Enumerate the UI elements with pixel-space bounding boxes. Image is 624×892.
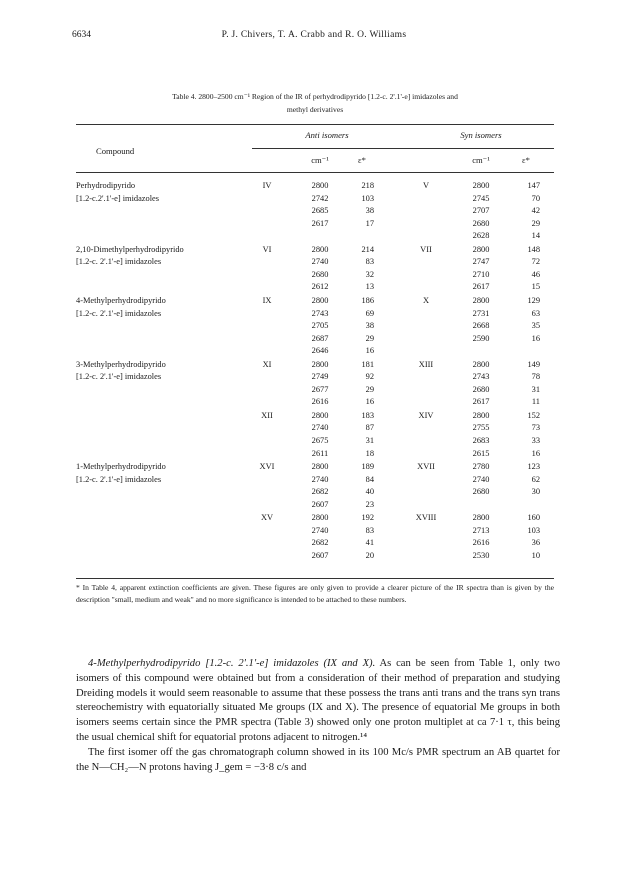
syn-wavenumber: 2707 (472, 206, 490, 216)
anti-extinction: 23 (365, 499, 374, 509)
header-syn: Syn isomers (460, 130, 502, 140)
anti-extinction: 40 (365, 487, 374, 497)
table-caption (76, 90, 554, 116)
anti-extinction: 31 (365, 436, 374, 445)
paragraph-1-text: As can be seen from Table 1, only two isomers of this compound were obtained but from a consideration of their method of preparation and studying Dreiding models it would seem reasonable to assume that these possess the trans anti trans and the trans syn trans stereochemistry with equatorially situated Me groups (IX and X). The presence of equatorial Me groups in both isomers seems certain since the PMR spectra (Table 3) showed only one proton multiplet at ca 7·1 τ, this being the usual chemical shift for equatorial protons adjacent to nitrogen.¹⁴ (76, 658, 560, 743)
authors-line: P. J. Chivers, T. A. Crabb and R. O. Williams (221, 30, 407, 40)
compound-name-ring: [1.2-c. 2'.1'-e] imidazoles (76, 308, 162, 318)
body-text (76, 657, 560, 775)
anti-wavenumber: 2646 (311, 346, 329, 356)
syn-extinction: 78 (531, 372, 540, 382)
syn-wavenumber: 2743 (472, 372, 490, 382)
header-syn-eps: ε* (522, 155, 530, 165)
anti-isomer-id: XV (260, 513, 274, 523)
anti-extinction: 84 (365, 474, 374, 484)
anti-extinction: 69 (365, 308, 374, 318)
syn-isomer-id: XIII (418, 359, 434, 369)
anti-wavenumber: 2705 (311, 321, 329, 331)
anti-isomer-id: VI (262, 244, 272, 254)
anti-wavenumber: 2685 (311, 206, 329, 216)
header-compound: Compound (96, 146, 135, 156)
anti-wavenumber: 2682 (311, 487, 329, 497)
syn-extinction: 36 (531, 538, 540, 548)
syn-extinction: 14 (531, 231, 540, 241)
anti-extinction: 103 (361, 193, 374, 203)
anti-isomer-id: IX (262, 295, 272, 305)
anti-wavenumber: 2680 (311, 269, 329, 279)
anti-wavenumber: 2740 (311, 257, 329, 267)
header-mid-rule (252, 148, 554, 149)
compound-name-ring: [1.2-c.2'.1'-e] imidazoles (76, 193, 160, 203)
anti-isomer-id: IV (262, 181, 272, 190)
syn-wavenumber: 2616 (472, 538, 490, 548)
anti-wavenumber: 2675 (311, 436, 329, 445)
anti-extinction: 192 (361, 513, 374, 523)
syn-extinction: 148 (527, 244, 540, 254)
anti-wavenumber: 2617 (311, 218, 329, 228)
syn-extinction: 31 (531, 384, 540, 394)
anti-extinction: 92 (365, 372, 374, 382)
compound-name: 2,10-Dimethylperhydrodipyrido (76, 244, 184, 254)
syn-wavenumber: 2628 (472, 231, 490, 241)
syn-wavenumber: 2745 (472, 193, 490, 203)
anti-extinction: 83 (365, 525, 374, 535)
anti-wavenumber: 2607 (311, 499, 329, 509)
anti-extinction: 87 (365, 423, 374, 433)
syn-wavenumber: 2800 (472, 181, 490, 190)
syn-extinction: 73 (531, 423, 540, 433)
header-anti-cm: cm⁻¹ (311, 155, 329, 165)
anti-wavenumber: 2800 (311, 244, 329, 254)
compound-name: 3-Methylperhydrodipyrido (76, 359, 166, 369)
syn-wavenumber: 2731 (472, 308, 490, 318)
anti-wavenumber: 2800 (311, 359, 329, 369)
anti-wavenumber: 2682 (311, 538, 329, 548)
syn-wavenumber: 2710 (472, 269, 490, 279)
syn-wavenumber: 2680 (472, 487, 490, 497)
syn-isomer-id: VII (420, 244, 432, 254)
syn-extinction: 30 (531, 487, 540, 497)
anti-extinction: 41 (365, 538, 374, 548)
syn-wavenumber: 2530 (472, 550, 490, 560)
syn-isomer-id: XIV (418, 410, 434, 420)
syn-wavenumber: 2683 (472, 436, 490, 445)
anti-extinction: 18 (365, 448, 374, 458)
page-number: 6634 (72, 30, 91, 40)
anti-extinction: 16 (365, 346, 374, 356)
anti-extinction: 218 (361, 181, 374, 190)
syn-extinction: 10 (531, 550, 540, 560)
anti-wavenumber: 2687 (311, 333, 329, 343)
anti-extinction: 38 (365, 321, 374, 331)
anti-isomer-id: XI (262, 359, 272, 369)
caption-line-2: methyl derivatives (286, 105, 344, 114)
syn-extinction: 152 (527, 410, 540, 420)
syn-wavenumber: 2800 (472, 295, 490, 305)
syn-wavenumber: 2755 (472, 423, 490, 433)
syn-wavenumber: 2800 (472, 513, 490, 523)
anti-extinction: 29 (365, 333, 374, 343)
anti-extinction: 16 (365, 397, 374, 407)
syn-extinction: 63 (531, 308, 540, 318)
anti-wavenumber: 2612 (311, 282, 329, 292)
syn-wavenumber: 2590 (472, 333, 490, 343)
syn-extinction: 123 (527, 462, 540, 472)
anti-wavenumber: 2740 (311, 525, 329, 535)
syn-extinction: 103 (527, 525, 540, 535)
syn-extinction: 29 (531, 218, 540, 228)
syn-extinction: 147 (527, 181, 540, 190)
header-anti: Anti isomers (305, 130, 349, 140)
anti-extinction: 186 (361, 295, 374, 305)
compound-name-ring: [1.2-c. 2'.1'-e] imidazoles (76, 257, 162, 267)
syn-wavenumber: 2680 (472, 384, 490, 394)
anti-extinction: 20 (365, 550, 374, 560)
header-bottom-rule (76, 172, 554, 173)
paragraph-1 (76, 657, 560, 746)
syn-extinction: 149 (527, 359, 540, 369)
anti-wavenumber: 2800 (311, 181, 329, 190)
anti-wavenumber: 2677 (311, 384, 329, 394)
syn-extinction: 15 (531, 282, 540, 292)
anti-extinction: 29 (365, 384, 374, 394)
anti-wavenumber: 2742 (311, 193, 329, 203)
anti-wavenumber: 2740 (311, 423, 329, 433)
caption-line-1: Table 4. 2800–2500 cm⁻¹ Region of the IR of perhydrodipyrido [1.2-c. 2'.1'-e] imidazoles and (172, 92, 458, 101)
anti-extinction: 183 (361, 410, 374, 420)
syn-wavenumber: 2800 (472, 244, 490, 254)
anti-extinction: 181 (361, 359, 374, 369)
anti-extinction: 214 (361, 244, 374, 254)
table-top-rule (76, 124, 554, 125)
syn-wavenumber: 2713 (472, 525, 490, 535)
syn-extinction: 16 (531, 333, 540, 343)
anti-wavenumber: 2611 (311, 448, 329, 458)
syn-isomer-id: XVII (417, 462, 435, 472)
syn-wavenumber: 2747 (472, 257, 490, 267)
syn-extinction: 62 (531, 474, 540, 484)
compound-name-ring: [1.2-c. 2'.1'-e] imidazoles (76, 372, 162, 382)
syn-isomer-id: V (422, 181, 430, 190)
syn-extinction: 72 (531, 257, 540, 267)
anti-extinction: 38 (365, 206, 374, 216)
syn-wavenumber: 2615 (472, 448, 490, 458)
anti-wavenumber: 2740 (311, 474, 329, 484)
anti-wavenumber: 2800 (311, 513, 329, 523)
anti-extinction: 32 (365, 269, 374, 279)
ir-table (76, 124, 554, 584)
anti-wavenumber: 2800 (311, 295, 329, 305)
syn-wavenumber: 2617 (472, 282, 490, 292)
syn-extinction: 42 (531, 206, 540, 216)
anti-extinction: 83 (365, 257, 374, 267)
table-footnote: * In Table 4, apparent extinction coefficients are given. These figures are only given to provide a clearer picture of the IR spectra than is given by the description "small, medium and weak" and no more significance is intended to be attached to these numbers. (76, 583, 554, 604)
syn-extinction: 70 (531, 193, 540, 203)
anti-extinction: 17 (365, 218, 374, 228)
syn-wavenumber: 2617 (472, 397, 490, 407)
compound-name: 4-Methylperhydrodipyrido (76, 295, 166, 305)
anti-wavenumber: 2607 (311, 550, 329, 560)
syn-extinction: 33 (531, 436, 540, 445)
compound-name-ring: [1.2-c. 2'.1'-e] imidazoles (76, 474, 162, 484)
syn-wavenumber: 2680 (472, 218, 490, 228)
syn-wavenumber: 2800 (472, 410, 490, 420)
compound-name: 1-Methylperhydrodipyrido (76, 462, 166, 472)
paragraph-2: The first isomer off the gas chromatograph column showed in its 100 Mc/s PMR spectrum an AB quartet for the N—CH₂—N protons having J_gem = −3·8 c/s and (76, 746, 560, 773)
anti-wavenumber: 2616 (311, 397, 329, 407)
anti-wavenumber: 2749 (311, 372, 329, 382)
anti-extinction: 13 (365, 282, 374, 292)
syn-extinction: 46 (531, 269, 540, 279)
header-syn-cm: cm⁻¹ (472, 155, 490, 165)
syn-wavenumber: 2668 (472, 321, 490, 331)
anti-wavenumber: 2743 (311, 308, 329, 318)
syn-extinction: 160 (527, 513, 540, 523)
syn-extinction: 16 (531, 448, 540, 458)
anti-wavenumber: 2800 (311, 462, 329, 472)
paragraph-heading: 4-Methylperhydrodipyrido [1.2-c. 2'.1'-e] imidazoles (IX and X). (88, 658, 376, 669)
syn-wavenumber: 2800 (472, 359, 490, 369)
anti-isomer-id: XII (261, 410, 273, 420)
header-anti-eps: ε* (358, 155, 366, 165)
syn-extinction: 129 (527, 295, 540, 305)
syn-isomer-id: XVIII (415, 513, 437, 523)
anti-wavenumber: 2800 (311, 410, 329, 420)
syn-wavenumber: 2780 (472, 462, 490, 472)
table-bottom-rule (76, 578, 554, 579)
syn-extinction: 35 (531, 321, 540, 331)
compound-name: Perhydrodipyrido (76, 181, 136, 190)
syn-extinction: 11 (531, 397, 540, 407)
anti-extinction: 189 (361, 462, 374, 472)
syn-wavenumber: 2740 (472, 474, 490, 484)
anti-isomer-id: XVI (259, 462, 275, 472)
syn-isomer-id: X (422, 295, 430, 305)
running-head (72, 30, 556, 46)
